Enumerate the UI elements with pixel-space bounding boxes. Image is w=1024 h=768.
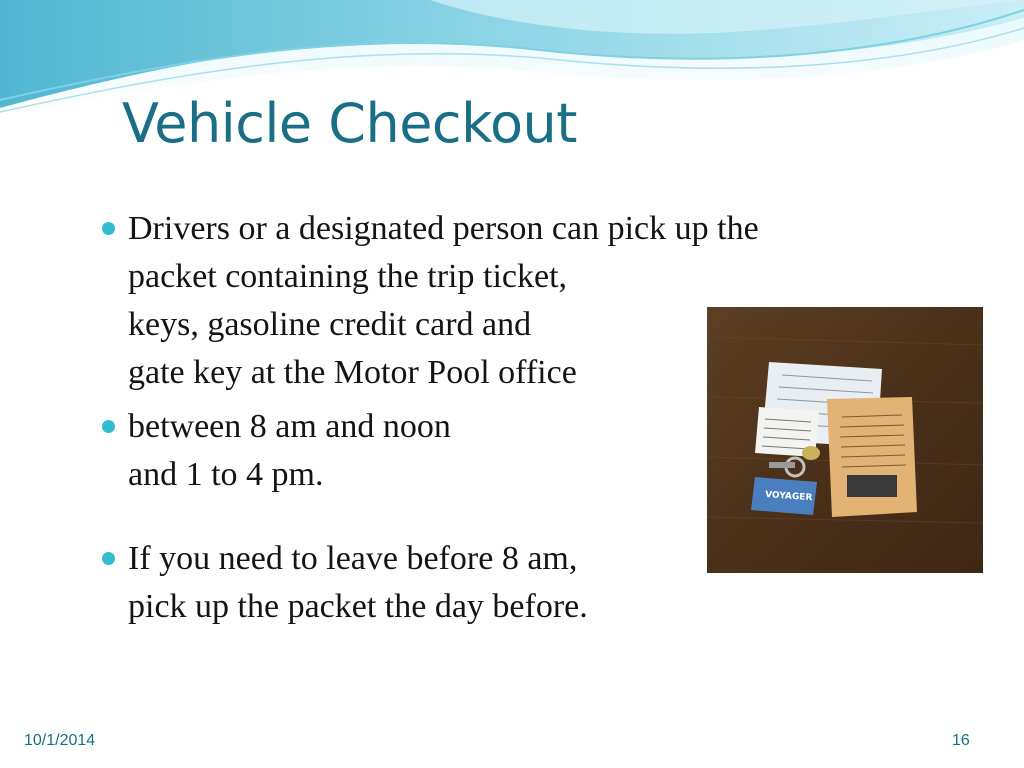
bullet-line: pick up the packet the day before. (128, 588, 588, 625)
orange-booklet (827, 397, 917, 517)
bullet-line: If you need to leave before 8 am, (128, 540, 578, 577)
bullet-line: gate key at the Motor Pool office (128, 354, 577, 391)
bullet-dot-icon (102, 222, 115, 235)
bullet-dot-icon (102, 552, 115, 565)
bullet-line: between 8 am and noon (128, 408, 451, 445)
bullet-line: keys, gasoline credit card and (128, 306, 532, 343)
footer-date: 10/1/2014 (24, 732, 96, 749)
bullet-dot-icon (102, 420, 115, 433)
bullet-line: Drivers or a designated person can pick up the (128, 210, 759, 247)
slide-number: 16 (952, 732, 970, 749)
voyager-card-text: VOYAGER (764, 490, 813, 504)
slide-title: Vehicle Checkout (122, 92, 577, 155)
bullet-line: packet containing the trip ticket, (128, 258, 568, 295)
bullet-line: and 1 to 4 pm. (128, 456, 324, 493)
packet-photo (707, 307, 983, 573)
voyager-credit-card (751, 477, 817, 515)
